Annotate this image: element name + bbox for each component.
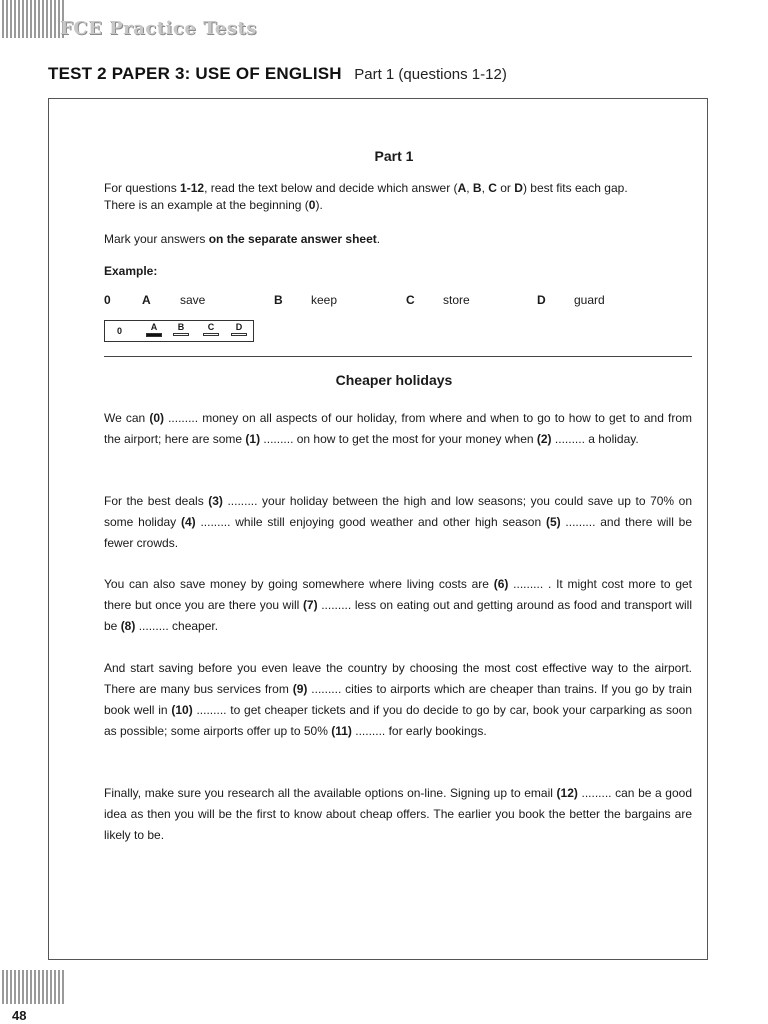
instr-opt: D: [514, 181, 523, 195]
bottom-barcode-decoration: [2, 970, 64, 1004]
instr-text: ,: [466, 181, 473, 195]
example-word-a: save: [180, 293, 206, 307]
gap-number: (12): [556, 786, 578, 800]
gap-number: (11): [331, 724, 352, 738]
para-text: We can: [104, 411, 150, 425]
gap-number: (2): [536, 432, 552, 446]
paragraph-5: [104, 783, 692, 846]
instr-text: or: [496, 181, 515, 195]
gap-number: (9): [292, 682, 308, 696]
instr-opt: C: [488, 181, 497, 195]
instr-example-ref: 0: [308, 198, 316, 212]
example-letter-b: B: [274, 293, 283, 307]
answer-mark-filled: [146, 333, 162, 337]
instr-opt: B: [472, 181, 482, 195]
instr-emphasis: on the separate answer sheet: [208, 232, 377, 246]
example-letter-d: D: [537, 293, 546, 307]
answer-box-letter: D: [235, 322, 243, 332]
answer-box-option-c: [202, 322, 220, 336]
instr-text: For questions: [104, 181, 181, 195]
para-text: ......... cities to airports which are cheaper than trains. If you go by train book well in: [104, 682, 692, 717]
paragraph-1: [104, 408, 692, 450]
test-subtitle: Part 1 (questions 1-12): [354, 66, 507, 83]
instr-opt: A: [457, 181, 467, 195]
para-text: ......... while still enjoying good weather and other high season: [195, 515, 546, 529]
answer-box-option-d: [230, 322, 248, 336]
paragraph-4: [104, 658, 692, 742]
gap-number: (7): [302, 598, 318, 612]
answer-box-number: 0: [117, 326, 123, 336]
divider: [104, 356, 692, 357]
example-word-b: keep: [311, 293, 338, 307]
test-heading: [48, 64, 507, 84]
answer-mark-empty: [173, 333, 189, 336]
gap-number: (4): [180, 515, 196, 529]
answer-box-letter: B: [177, 322, 185, 332]
mark-instruction: [104, 229, 692, 250]
gap-number: (6): [493, 577, 509, 591]
para-text: You can also save money by going somewhere where living costs are: [104, 577, 494, 591]
instr-text: Mark your answers: [104, 232, 209, 246]
series-title: FCE Practice Tests: [60, 18, 257, 39]
answer-box-letter: C: [207, 322, 215, 332]
para-text: ......... money on all aspects of our holiday, from where and when to go to how to get to and from the airport; here are some: [104, 411, 692, 446]
instr-text: ).: [315, 198, 323, 212]
gap-number: (8): [120, 619, 136, 633]
instr-text: , read the text below and decide which answer (: [204, 181, 458, 195]
instr-text: ) best fits each gap.: [522, 181, 628, 195]
example-letter-c: C: [406, 293, 415, 307]
para-text: ......... for early bookings.: [351, 724, 487, 738]
instr-range: 1-12: [180, 181, 205, 195]
example-number: 0: [104, 293, 111, 307]
text-title: Cheaper holidays: [335, 372, 453, 388]
example-options: [104, 293, 704, 311]
top-barcode-decoration: [2, 0, 64, 38]
gap-number: (0): [149, 411, 164, 425]
instr-text: ,: [481, 181, 489, 195]
gap-number: (5): [545, 515, 561, 529]
example-label: Example:: [104, 264, 158, 278]
para-text: ......... your holiday between the high and low seasons; you could save up to 70% on some holiday: [104, 494, 692, 529]
page-number: 48: [12, 1008, 27, 1023]
example-word-c: store: [443, 293, 470, 307]
gap-number: (1): [245, 432, 261, 446]
instr-text: There is an example at the beginning (: [104, 198, 309, 212]
example-letter-a: A: [142, 293, 151, 307]
test-title: TEST 2 PAPER 3: USE OF ENGLISH: [48, 64, 342, 83]
answer-mark-empty: [203, 333, 219, 336]
para-text: ......... on how to get the most for your money when: [260, 432, 537, 446]
instructions: [104, 180, 692, 214]
part-title: Part 1: [374, 148, 414, 164]
answer-box-option-b: [172, 322, 190, 336]
para-text: ......... cheaper.: [135, 619, 219, 633]
gap-number: (10): [171, 703, 193, 717]
para-text: And start saving before you even leave the country by choosing the most cost effective way to the airport. There are many bus services from: [104, 661, 692, 696]
answer-box-letter: A: [150, 322, 158, 332]
example-word-d: guard: [574, 293, 605, 307]
answer-box-option-a: [145, 322, 163, 337]
example-answer-box: [104, 320, 254, 342]
paragraph-3: [104, 574, 692, 637]
para-text: Finally, make sure you research all the available options on-line. Signing up to email: [104, 786, 557, 800]
gap-number: (3): [208, 494, 223, 508]
para-text: ......... and there will be fewer crowds.: [104, 515, 693, 550]
para-text: ......... less on eating out and getting around as food and transport will be: [104, 598, 692, 633]
answer-mark-empty: [231, 333, 247, 336]
para-text: ......... can be a good idea as then you will be the first to know about cheap offers. The earlier you book the better the bargains are likely to be.: [104, 786, 693, 842]
para-text: ......... . It might cost more to get there but once you are there you will: [104, 577, 692, 612]
para-text: ......... to get cheaper tickets and if you do decide to go by car, book your carparking as soon as possible; some airports offer up to 50%: [104, 703, 692, 738]
instr-text: .: [376, 232, 381, 246]
para-text: For the best deals: [104, 494, 209, 508]
para-text: ......... a holiday.: [551, 432, 639, 446]
paragraph-2: [104, 491, 692, 554]
